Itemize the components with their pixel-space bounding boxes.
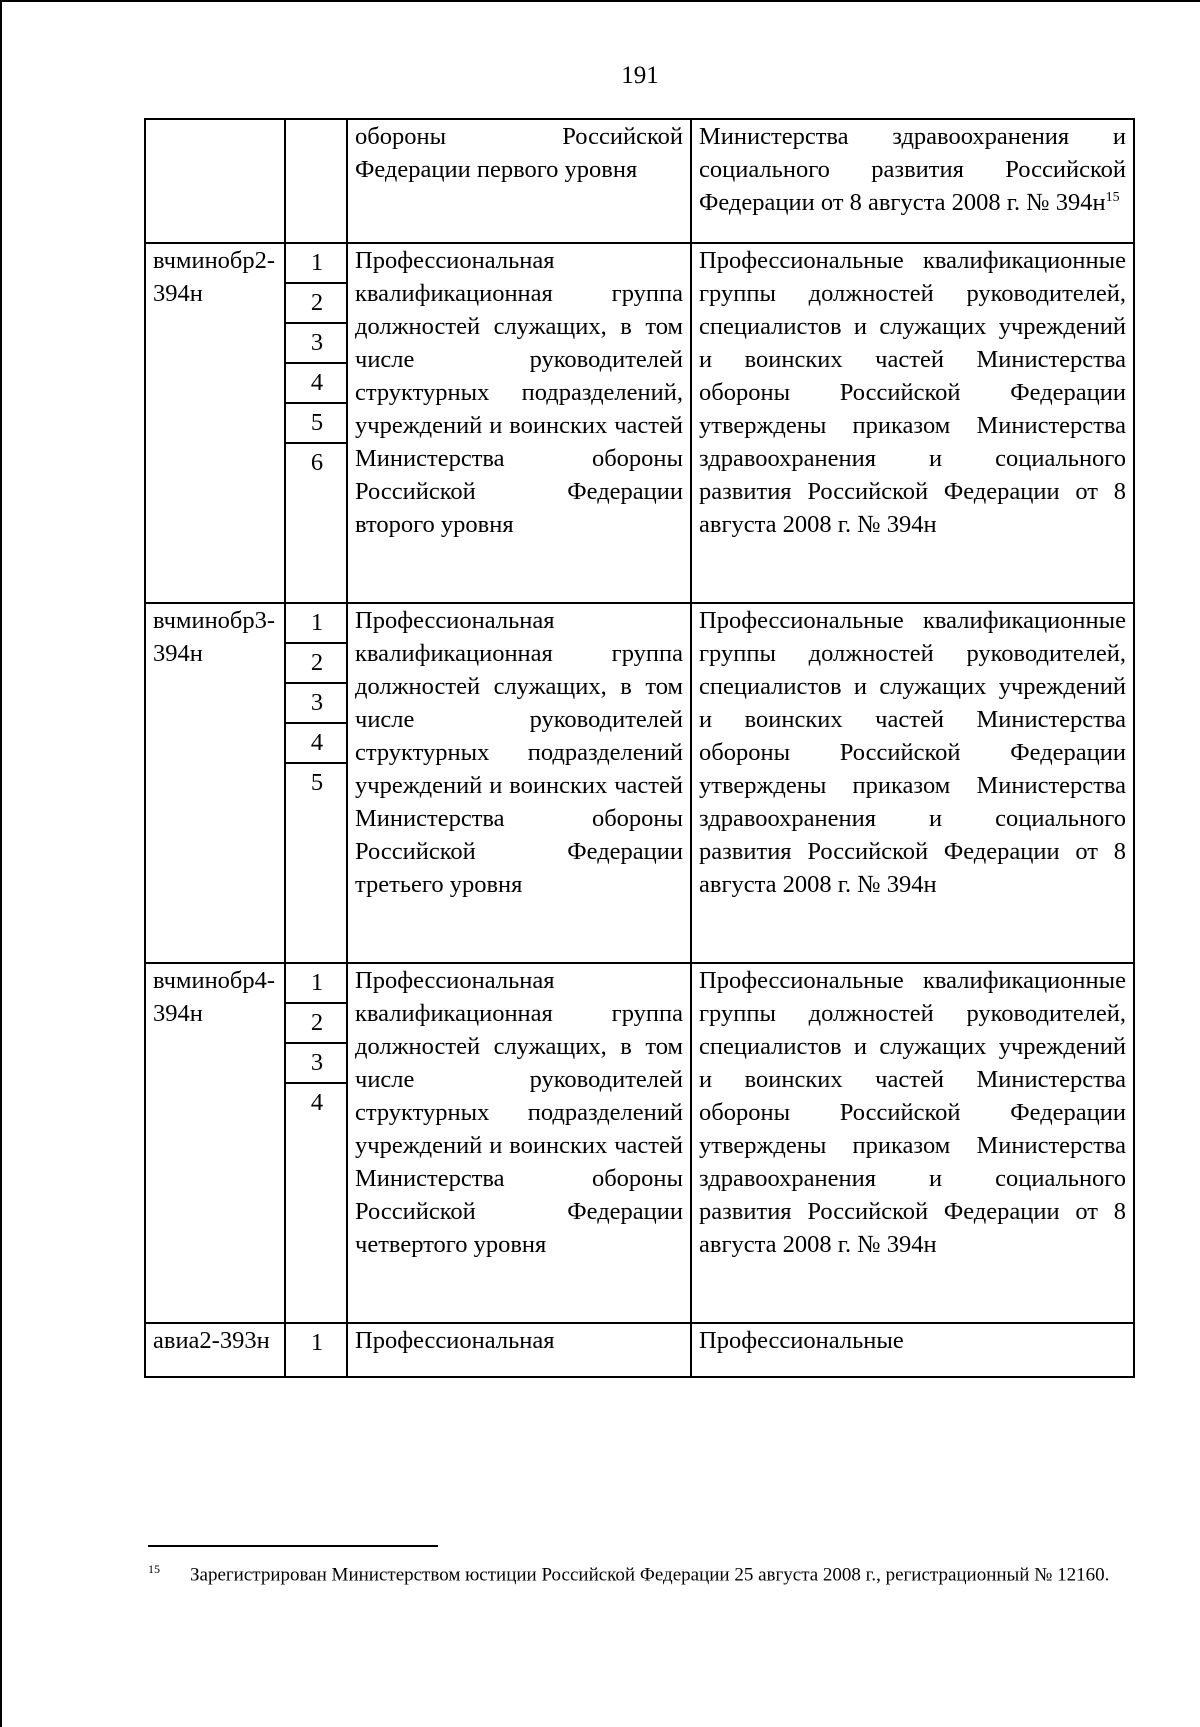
source-text: Министерства здравоохранения и социального развития Российской Федерации от 8 августа 2008 г. № 394н	[699, 123, 1126, 216]
table-row	[145, 963, 1134, 1323]
description-text: Профессиональная квалификационная группа должностей служащих, в том числе руководителей структурных подразделений, учреждений и воинских частей Министерства обороны Российской Федерации второго уровня	[355, 247, 683, 538]
table-row	[145, 603, 1134, 963]
source-text: Профессиональные квалификационные группы должностей руководителей, специалистов и служащих учреждений и воинских частей Министерства обороны Российской Федерации утверждены приказом Министерства здравоохранения и социального развития Российской Федерации от 8 августа 2008 г. № 394н	[699, 247, 1126, 538]
level-numbers	[285, 603, 347, 963]
level-number: 5	[286, 404, 348, 444]
level-number: 4	[310, 1089, 324, 1116]
level-number: 3	[286, 684, 348, 724]
level-number: 1	[286, 244, 348, 284]
description-text: Профессиональная квалификационная группа должностей служащих, в том числе руководителей структурных подразделений учреждений и воинских частей Министерства обороны Российской Федерации третьего уровня	[355, 607, 683, 898]
table-row	[145, 119, 1134, 243]
level-number: 1	[310, 1329, 324, 1356]
description-text: обороны Российской Федерации первого уровня	[355, 123, 683, 183]
group-source	[691, 963, 1134, 1323]
level-number: 1	[286, 964, 348, 1004]
classification-table	[144, 118, 1135, 1378]
group-description	[347, 119, 691, 243]
group-source	[691, 119, 1134, 243]
footnote-mark: 15	[148, 1562, 160, 1576]
footnote-divider	[148, 1545, 438, 1547]
level-numbers	[285, 1323, 347, 1377]
group-description	[347, 963, 691, 1323]
level-number: 2	[286, 284, 348, 324]
level-number: 6	[310, 449, 324, 476]
source-text: Профессиональные квалификационные группы должностей руководителей, специалистов и служащих учреждений и воинских частей Министерства обороны Российской Федерации утверждены приказом Министерства здравоохранения и социального развития Российской Федерации от 8 августа 2008 г. № 394н	[699, 967, 1126, 1258]
level-number: 5	[310, 769, 324, 796]
table-row	[145, 1323, 1134, 1377]
level-number: 3	[286, 1044, 348, 1084]
group-code: вчминобр2-394н	[145, 243, 285, 603]
level-number: 1	[286, 604, 348, 644]
level-number: 2	[286, 1004, 348, 1044]
level-number: 2	[286, 644, 348, 684]
level-numbers	[285, 963, 347, 1323]
group-description	[347, 1323, 691, 1377]
level-number: 4	[286, 364, 348, 404]
table-row	[145, 243, 1134, 603]
level-numbers	[285, 243, 347, 603]
level-numbers	[285, 119, 347, 243]
group-source	[691, 1323, 1134, 1377]
description-text: Профессиональная	[355, 1327, 555, 1354]
level-number: 4	[286, 724, 348, 764]
source-text: Профессиональные квалификационные группы должностей руководителей, специалистов и служащих учреждений и воинских частей Министерства обороны Российской Федерации утверждены приказом Министерства здравоохранения и социального развития Российской Федерации от 8 августа 2008 г. № 394н	[699, 607, 1126, 898]
group-source	[691, 243, 1134, 603]
source-text: Профессиональные	[699, 1327, 904, 1354]
group-description	[347, 603, 691, 963]
footnote	[148, 1555, 1148, 1589]
description-text: Профессиональная квалификационная группа должностей служащих, в том числе руководителей структурных подразделений учреждений и воинских частей Министерства обороны Российской Федерации четвертого уровня	[355, 967, 683, 1258]
group-code	[145, 119, 285, 243]
footnote-text: Зарегистрирован Министерством юстиции Российской Федерации 25 августа 2008 г., регистрационный № 12160.	[190, 1564, 1110, 1586]
group-code: вчминобр3-394н	[145, 603, 285, 963]
page-number: 191	[621, 62, 659, 89]
group-code: вчминобр4-394н	[145, 963, 285, 1323]
level-number: 3	[286, 324, 348, 364]
group-description	[347, 243, 691, 603]
footnote-ref: 15	[1105, 189, 1120, 205]
group-source	[691, 603, 1134, 963]
group-code: авиа2-393н	[145, 1323, 285, 1377]
